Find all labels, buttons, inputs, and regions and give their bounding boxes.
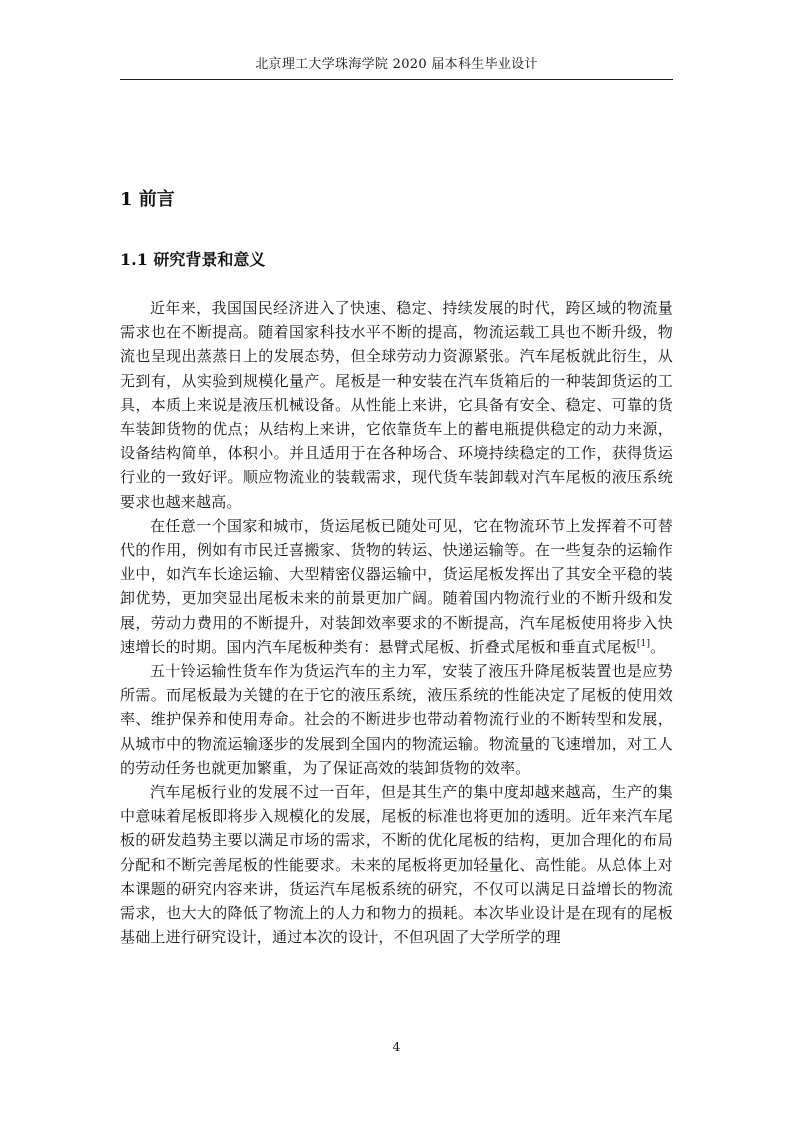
paragraph-2-tail: 。: [650, 637, 666, 656]
paragraph-1-text: 近年来，我国国民经济进入了快速、稳定、持续发展的时代，跨区域的物流量需求也在不断提高。随着国家科技水平不断的提高，物流运载工具也不断升级，物流也呈现出蒸蒸日上的发展态势，但全球劳动力资源紧张。汽车尾板就此衍生，从无到有，从实验到规模化量产。尾板是一种安装在汽车货箱后的一种装卸货运的工具，本质上来说是液压机械设备。从性能上来讲，它具备有安全、稳定、可靠的货车装卸货物的优点；从结构上来讲，它依靠货车上的蓄电瓶提供稳定的动力来源，设备结构简单，体积小。并且适用于在各种场合、环境持续稳定的工作，获得货运行业的一致好评。顺应物流业的装载需求，现代货车装卸载对汽车尾板的液压系统要求也越来越高。: [120, 299, 673, 511]
paragraph-4-text: 汽车尾板行业的发展不过一百年，但是其生产的集中度却越来越高，生产的集中意味着尾板即将步入规模化的发展，尾板的标准也将更加的透明。近年来汽车尾板的研发趋势主要以满足市场的需求，不断的优化尾板的结构，更加合理化的布局分配和不断完善尾板的性能要求。未来的尾板将更加轻量化、高性能。从总体上对本课题的研究内容来讲，货运汽车尾板系统的研究，不仅可以满足日益增长的物流需求，也大大的降低了物流上的人力和物力的损耗。本次毕业设计是在现有的尾板基础上进行研究设计，通过本次的设计，不但巩固了大学所学的理: [120, 783, 673, 947]
paragraph-1: [120, 296, 673, 514]
citation-marker: [1]: [636, 638, 651, 649]
paragraph-3-text: 五十铃运输性货车作为货运汽车的主力军，安装了液压升降尾板装置也是应势所需。而尾板最为关键的在于它的液压系统，液压系统的性能决定了尾板的使用效率、维护保养和使用寿命。社会的不断进步也带动着物流行业的不断转型和发展，从城市中的物流运输逐步的发展到全国内的物流运输。物流量的飞速增加，对工人的劳动任务也就更加繁重，为了保证高效的装卸货物的效率。: [120, 662, 673, 777]
header-rule: [120, 79, 673, 80]
subsection-heading: 1.1 研究背景和意义: [120, 250, 266, 269]
paragraph-4: [120, 780, 673, 949]
paragraph-2: [120, 514, 673, 659]
paragraph-2-text: 在任意一个国家和城市，货运尾板已随处可见，它在物流环节上发挥着不可替代的作用，例如有市民迁喜搬家、货物的转运、快递运输等。在一些复杂的运输作业中，如汽车长途运输、大型精密仪器运输中，货运尾板发挥出了其安全平稳的装卸优势，更加突显出尾板未来的前景更加广阔。随着国内物流行业的不断升级和发展，劳动力费用的不断提升，对装卸效率要求的不断提高，汽车尾板使用将步入快速增长的时期。国内汽车尾板种类有：悬臂式尾板、折叠式尾板和垂直式尾板: [120, 516, 673, 656]
section-heading: 1 前言: [120, 189, 175, 210]
body-text: [120, 296, 673, 949]
running-header: 北京理工大学珠海学院 2020 届本科生毕业设计: [255, 57, 538, 72]
page-number: 4: [392, 1040, 401, 1054]
paragraph-3: [120, 659, 673, 780]
